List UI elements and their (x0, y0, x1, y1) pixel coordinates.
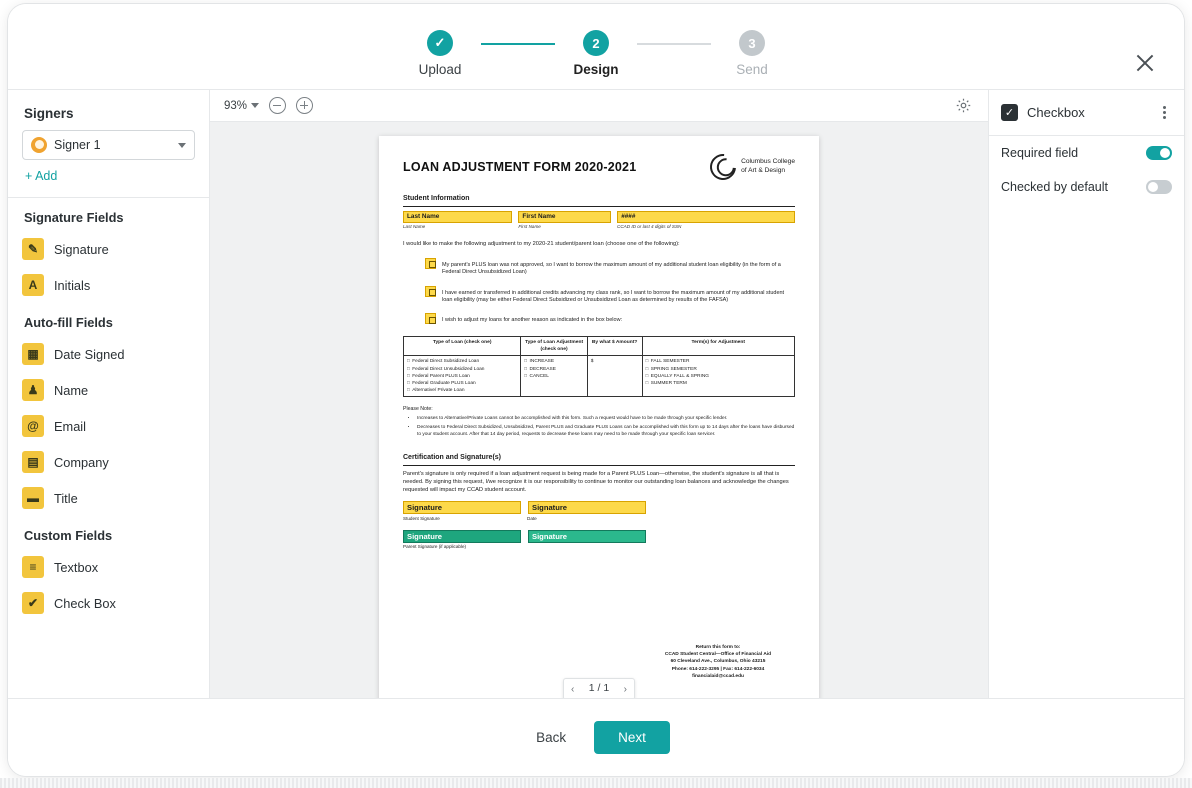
signature-captions-top (403, 515, 795, 523)
table-row (404, 356, 795, 397)
caption-last-name: Last Name (403, 223, 426, 229)
property-checked-by-default (989, 170, 1184, 204)
list-item: □ Alternative/ Private Loan (407, 387, 517, 394)
briefcase-icon: ▬ (22, 487, 44, 509)
document-title: LOAN ADJUSTMENT FORM 2020-2021 (403, 160, 637, 174)
page-indicator: 1 / 1 (588, 682, 610, 695)
field-initials[interactable] (22, 269, 195, 301)
checkbox-icon: ✓ (1001, 104, 1018, 121)
building-icon: ▤ (22, 451, 44, 473)
step-upload-label: Upload (418, 62, 462, 77)
th-type-of-loan: Type of Loan (check one) (404, 336, 521, 356)
list-item: □ INCREASE (524, 358, 583, 365)
field-checkbox-label: Check Box (54, 595, 116, 611)
logo-line-1: Columbus College (741, 158, 795, 166)
field-signature[interactable] (22, 233, 195, 265)
field-title-label: Title (54, 490, 78, 506)
checkbox-field-option-2[interactable] (425, 286, 436, 297)
section-student-information: Student Information (403, 194, 795, 207)
signature-row-top (403, 501, 795, 514)
person-icon: ♟ (22, 379, 44, 401)
step-send-badge: 3 (739, 30, 765, 56)
next-page-icon[interactable]: › (623, 683, 627, 695)
return-line-1: Return this form to: (695, 645, 741, 651)
avatar (31, 137, 47, 153)
notes-list (417, 416, 795, 439)
section-certification: Certification and Signature(s) (403, 453, 795, 466)
list-item: □ SUMMER TERM (646, 380, 792, 387)
logo-text (741, 158, 795, 176)
list-item: □ CANCEL (524, 373, 583, 380)
option-1-text: My parent's PLUS loan was not approved, so I want to borrow the maximum amount of my additional student loan eligibility (in the form of a Federal Direct Unsubsidized Loan) (442, 261, 781, 276)
zoom-in-icon[interactable] (296, 97, 313, 114)
group-autofill-fields (22, 315, 195, 514)
checkbox-icon: ✔ (22, 592, 44, 614)
chevron-down-icon (251, 103, 259, 108)
caption-first-name: First Name (518, 223, 541, 229)
document-canvas[interactable] (210, 122, 988, 698)
step-design[interactable] (518, 30, 674, 77)
prev-page-icon[interactable]: ‹ (571, 683, 575, 695)
canvas-toolbar (210, 90, 988, 122)
field-name[interactable] (22, 374, 195, 406)
field-last-name[interactable]: Last Name (403, 211, 512, 223)
textbox-icon: ≡ (22, 556, 44, 578)
toggle-required-field[interactable] (1146, 146, 1172, 160)
step-send-label: Send (736, 62, 768, 77)
return-line-3: 60 Cleveland Ave., Columbus, Ohio 43215 (670, 659, 766, 665)
field-email-label: Email (54, 418, 86, 434)
email-at-icon: @ (22, 415, 44, 437)
document-header (403, 154, 795, 180)
field-textbox-label: Textbox (54, 559, 99, 575)
group-signature-fields (22, 210, 195, 301)
document-designer-window (8, 4, 1184, 776)
list-item: □ SPRING SEMESTER (646, 366, 792, 373)
td-adjustment-types (521, 356, 587, 397)
more-options-icon[interactable] (1156, 106, 1172, 120)
group-title-custom: Custom Fields (24, 528, 113, 543)
signature-row-bottom (403, 530, 795, 543)
list-item: □ Federal Graduate PLUS Loan (407, 380, 517, 387)
document-page[interactable] (379, 136, 819, 698)
back-button[interactable]: Back (522, 722, 580, 753)
step-send[interactable] (674, 30, 830, 77)
bottom-strip (0, 778, 1192, 788)
page-navigator[interactable] (563, 678, 635, 698)
signature-field-parent[interactable]: Signature (403, 530, 521, 543)
footer-bar (8, 698, 1184, 776)
field-first-name[interactable]: First Name (518, 211, 611, 223)
intro-paragraph: I would like to make the following adjustment to my 2020-21 student/parent loan (choose one of the following): (403, 241, 680, 248)
step-upload[interactable] (362, 30, 518, 77)
option-2-text: I have earned or transferred in additional credits advancing my class rank, so I want to borrow the maximum amount of my additional student loan eligibility (may be either Federal Direct Subsidized or Unsubsidized Loan as determined by results of the FAFSA) (442, 289, 785, 303)
field-textbox[interactable] (22, 551, 195, 583)
signature-field-student[interactable]: Signature (403, 501, 521, 514)
field-title[interactable] (22, 482, 195, 514)
return-line-5: financialaid@ccad.edu (692, 673, 744, 679)
signature-field-parent-date[interactable]: Signature (528, 530, 646, 543)
canvas-area (210, 90, 988, 698)
field-properties-title: Checkbox (1027, 105, 1085, 120)
zoom-level-selector[interactable] (224, 100, 259, 112)
add-signer-button[interactable]: + Add (25, 169, 58, 183)
zoom-out-icon[interactable] (269, 97, 286, 114)
field-properties-header (989, 90, 1184, 136)
toggle-checked-by-default[interactable] (1146, 180, 1172, 194)
group-custom-fields (22, 528, 195, 619)
connector-design-send (637, 43, 711, 45)
field-email[interactable] (22, 410, 195, 442)
logo-line-2: of Art & Design (741, 167, 786, 174)
certification-text: Parent's signature is only required if a loan adjustment request is being made for a Parent PLUS Loan—otherwise, the student's signature is all that is needed. By signing this request, I/we recognize it is our responsibility to continue to monitor our outstanding loan balances and acknowledge the changes requested will impact my CCAD student account. (403, 470, 789, 494)
caption-parent-signature: Parent Signature (if applicable) (403, 544, 467, 550)
note-heading: Please Note: (403, 406, 433, 413)
caption-date: Date (527, 516, 537, 522)
zoom-level-value: 93% (224, 99, 248, 112)
signature-pen-icon: ✎ (22, 238, 44, 260)
fields-sidebar (8, 90, 210, 698)
list-item: □ Federal Direct Subsidized Loan (407, 358, 517, 365)
th-amount: By what $ Amount? (587, 336, 642, 356)
logo-icon (705, 149, 742, 186)
td-terms (642, 356, 795, 397)
chevron-down-icon (178, 143, 186, 148)
checkbox-field-option-3[interactable] (425, 313, 436, 324)
signer-name: Signer 1 (54, 138, 101, 152)
ccad-logo (710, 154, 795, 180)
field-date-signed[interactable] (22, 338, 195, 370)
field-properties-panel (988, 90, 1184, 698)
gear-icon[interactable] (955, 97, 972, 114)
caption-student-signature: Student Signature (403, 516, 440, 522)
initials-icon: A (22, 274, 44, 296)
signers-title: Signers (24, 106, 74, 121)
stepper (362, 30, 830, 77)
th-adjustment-type: Type of Loan Adjustment (check one) (521, 336, 587, 356)
return-line-2: CCAD Student Central—Office of Financial Aid (664, 652, 772, 658)
return-line-4: Phone: 614-222-3295 | Fax: 614-222-6034 (671, 666, 765, 672)
list-item: • Decreases to Federal Direct Subsidized, Unsubsidized, Parent PLUS and Graduate PLUS Loans can be accomplished with this form up to 14 days after the loans have disbursed to your student account. After that 14 day period, requests to decrease these loans may need to be made through your specific loan servicer. (417, 425, 795, 439)
sidebar-divider (8, 197, 209, 198)
group-title-signature: Signature Fields (24, 210, 124, 225)
property-required-field (989, 136, 1184, 170)
step-design-label: Design (573, 62, 619, 77)
td-loan-types (404, 356, 521, 397)
field-ccad-id[interactable]: #### (617, 211, 795, 223)
field-signature-label: Signature (54, 241, 109, 257)
student-name-fields (403, 211, 795, 223)
field-initials-label: Initials (54, 277, 91, 293)
list-item: □ Federal Parent PLUS Loan (407, 373, 517, 380)
option-3-text: I wish to adjust my loans for another reason as indicated in the box below: (442, 317, 623, 324)
step-upload-badge: ✓ (427, 30, 453, 56)
connector-upload-design (481, 43, 555, 45)
field-name-label: Name (54, 382, 89, 398)
list-item: □ DECREASE (524, 366, 583, 373)
close-icon[interactable] (1132, 50, 1158, 76)
list-item: □ EQUALLY FALL & SPRING (646, 373, 792, 380)
step-design-badge: 2 (583, 30, 609, 56)
student-name-captions (403, 224, 795, 231)
list-item: • Increases to Alternative/Private Loans cannot be accomplished with this form. Such a request would have to be made through your specific lender. (417, 416, 795, 423)
calendar-icon: ▦ (22, 343, 44, 365)
loan-adjustment-table (403, 336, 795, 398)
return-address-box (643, 644, 793, 680)
group-title-autofill: Auto-fill Fields (24, 315, 113, 330)
stepper-bar (8, 4, 1184, 90)
next-button[interactable]: Next (594, 721, 670, 754)
option-row-1 (403, 258, 795, 277)
signer-select[interactable] (22, 130, 195, 160)
field-checkbox[interactable] (22, 587, 195, 619)
option-row-2 (403, 286, 795, 305)
list-item: □ FALL SEMESTER (646, 358, 792, 365)
signature-field-date[interactable]: Signature (528, 501, 646, 514)
certification-section (403, 453, 795, 551)
list-item: □ Federal Direct Unsubsidized Loan (407, 366, 517, 373)
field-company-label: Company (54, 454, 109, 470)
caption-ccad-id: CCAD ID or last 4 digits of SSN (617, 223, 682, 229)
designer-body (8, 90, 1184, 698)
field-date-signed-label: Date Signed (54, 346, 125, 362)
property-required-label: Required field (1001, 146, 1079, 160)
property-checked-label: Checked by default (1001, 180, 1109, 194)
td-amount: $ (587, 356, 642, 397)
th-terms: Term(s) for Adjustment (642, 336, 795, 356)
option-row-3 (403, 313, 795, 324)
field-company[interactable] (22, 446, 195, 478)
table-header-row (404, 336, 795, 356)
checkbox-field-option-1[interactable] (425, 258, 436, 269)
